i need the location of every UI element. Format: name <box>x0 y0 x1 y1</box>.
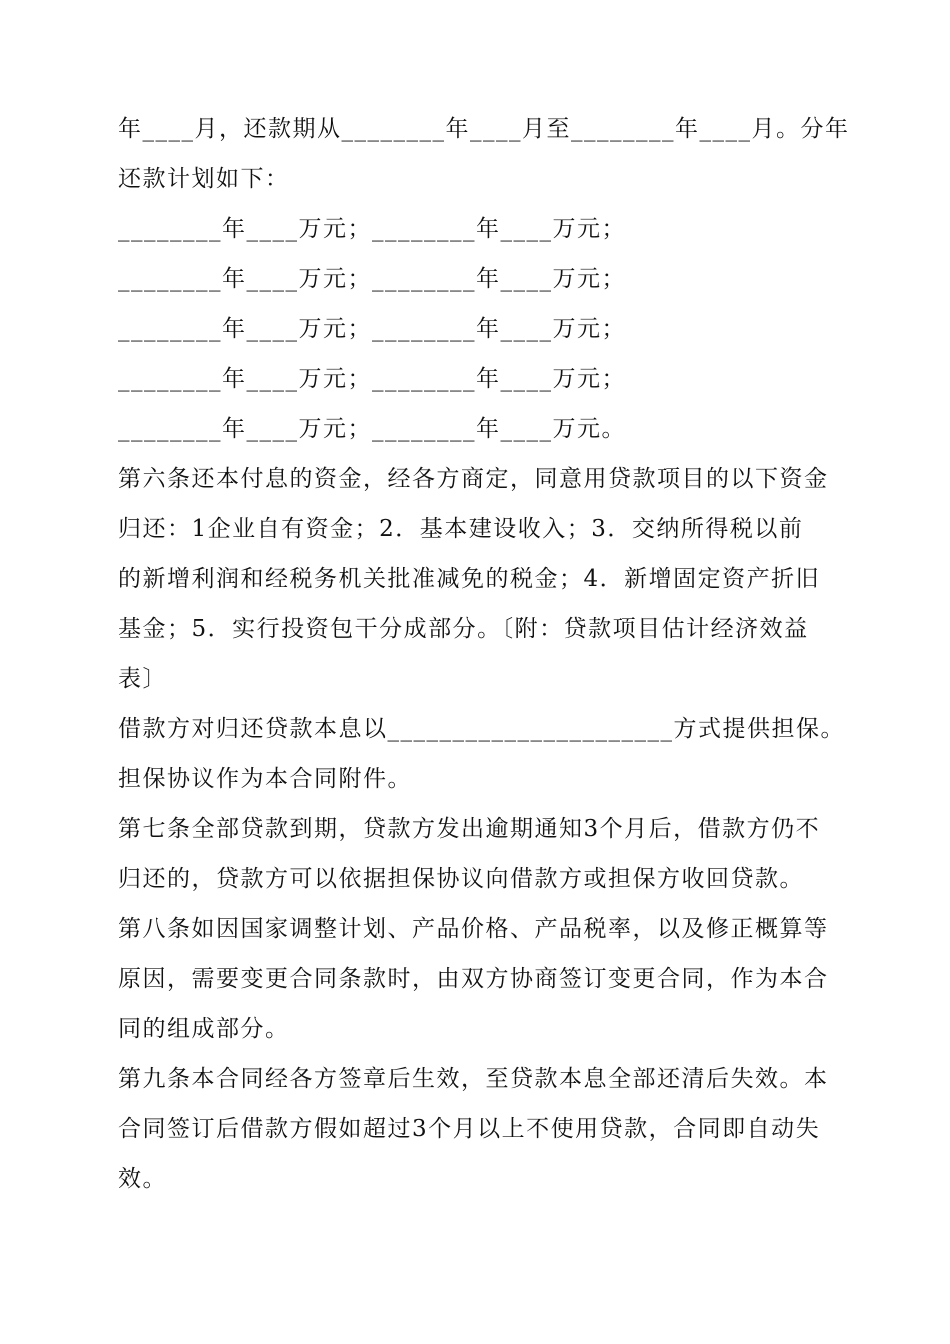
text-line: ________年____万元；________年____万元； <box>118 266 626 292</box>
text-line: 担保协议作为本合同附件。 <box>118 766 412 792</box>
document-page <box>118 104 850 1204</box>
text-line: 第七条全部贷款到期，贷款方发出逾期通知3个月后，借款方仍不 <box>118 816 821 842</box>
text-line: ________年____万元；________年____万元； <box>118 316 626 342</box>
text-line: ________年____万元；________年____万元； <box>118 366 626 392</box>
text-line: 的新增利润和经税务机关批准减免的税金；4．新增固定资产折旧 <box>118 566 821 592</box>
text-line: 年____月，还款期从________年____月至________年____月。分年 <box>118 116 850 142</box>
text-line: 第八条如因国家调整计划、产品价格、产品税率，以及修正概算等 <box>118 916 829 942</box>
text-line: 归还的，贷款方可以依据担保协议向借款方或担保方收回贷款。 <box>118 866 804 892</box>
text-line: 同的组成部分。 <box>118 1016 290 1042</box>
text-line: ________年____万元；________年____万元。 <box>118 416 626 442</box>
text-line: 表〕 <box>118 666 167 692</box>
text-line: 归还：1企业自有资金；2．基本建设收入；3．交纳所得税以前 <box>118 516 804 542</box>
text-line: 合同签订后借款方假如超过3个月以上不使用贷款，合同即自动失 <box>118 1116 821 1142</box>
text-line: 基金；5．实行投资包干分成部分。〔附：贷款项目估计经济效益 <box>118 616 809 642</box>
text-line: 还款计划如下： <box>118 166 290 192</box>
text-line: 第六条还本付息的资金，经各方商定，同意用贷款项目的以下资金 <box>118 466 829 492</box>
text-line: 借款方对归还贷款本息以______________________方式提供担保。 <box>118 716 845 742</box>
text-line: 原因，需要变更合同条款时，由双方协商签订变更合同，作为本合 <box>118 966 829 992</box>
text-line: 第九条本合同经各方签章后生效，至贷款本息全部还清后失效。本 <box>118 1066 829 1092</box>
text-line: 效。 <box>118 1166 167 1192</box>
text-line: ________年____万元；________年____万元； <box>118 216 626 242</box>
